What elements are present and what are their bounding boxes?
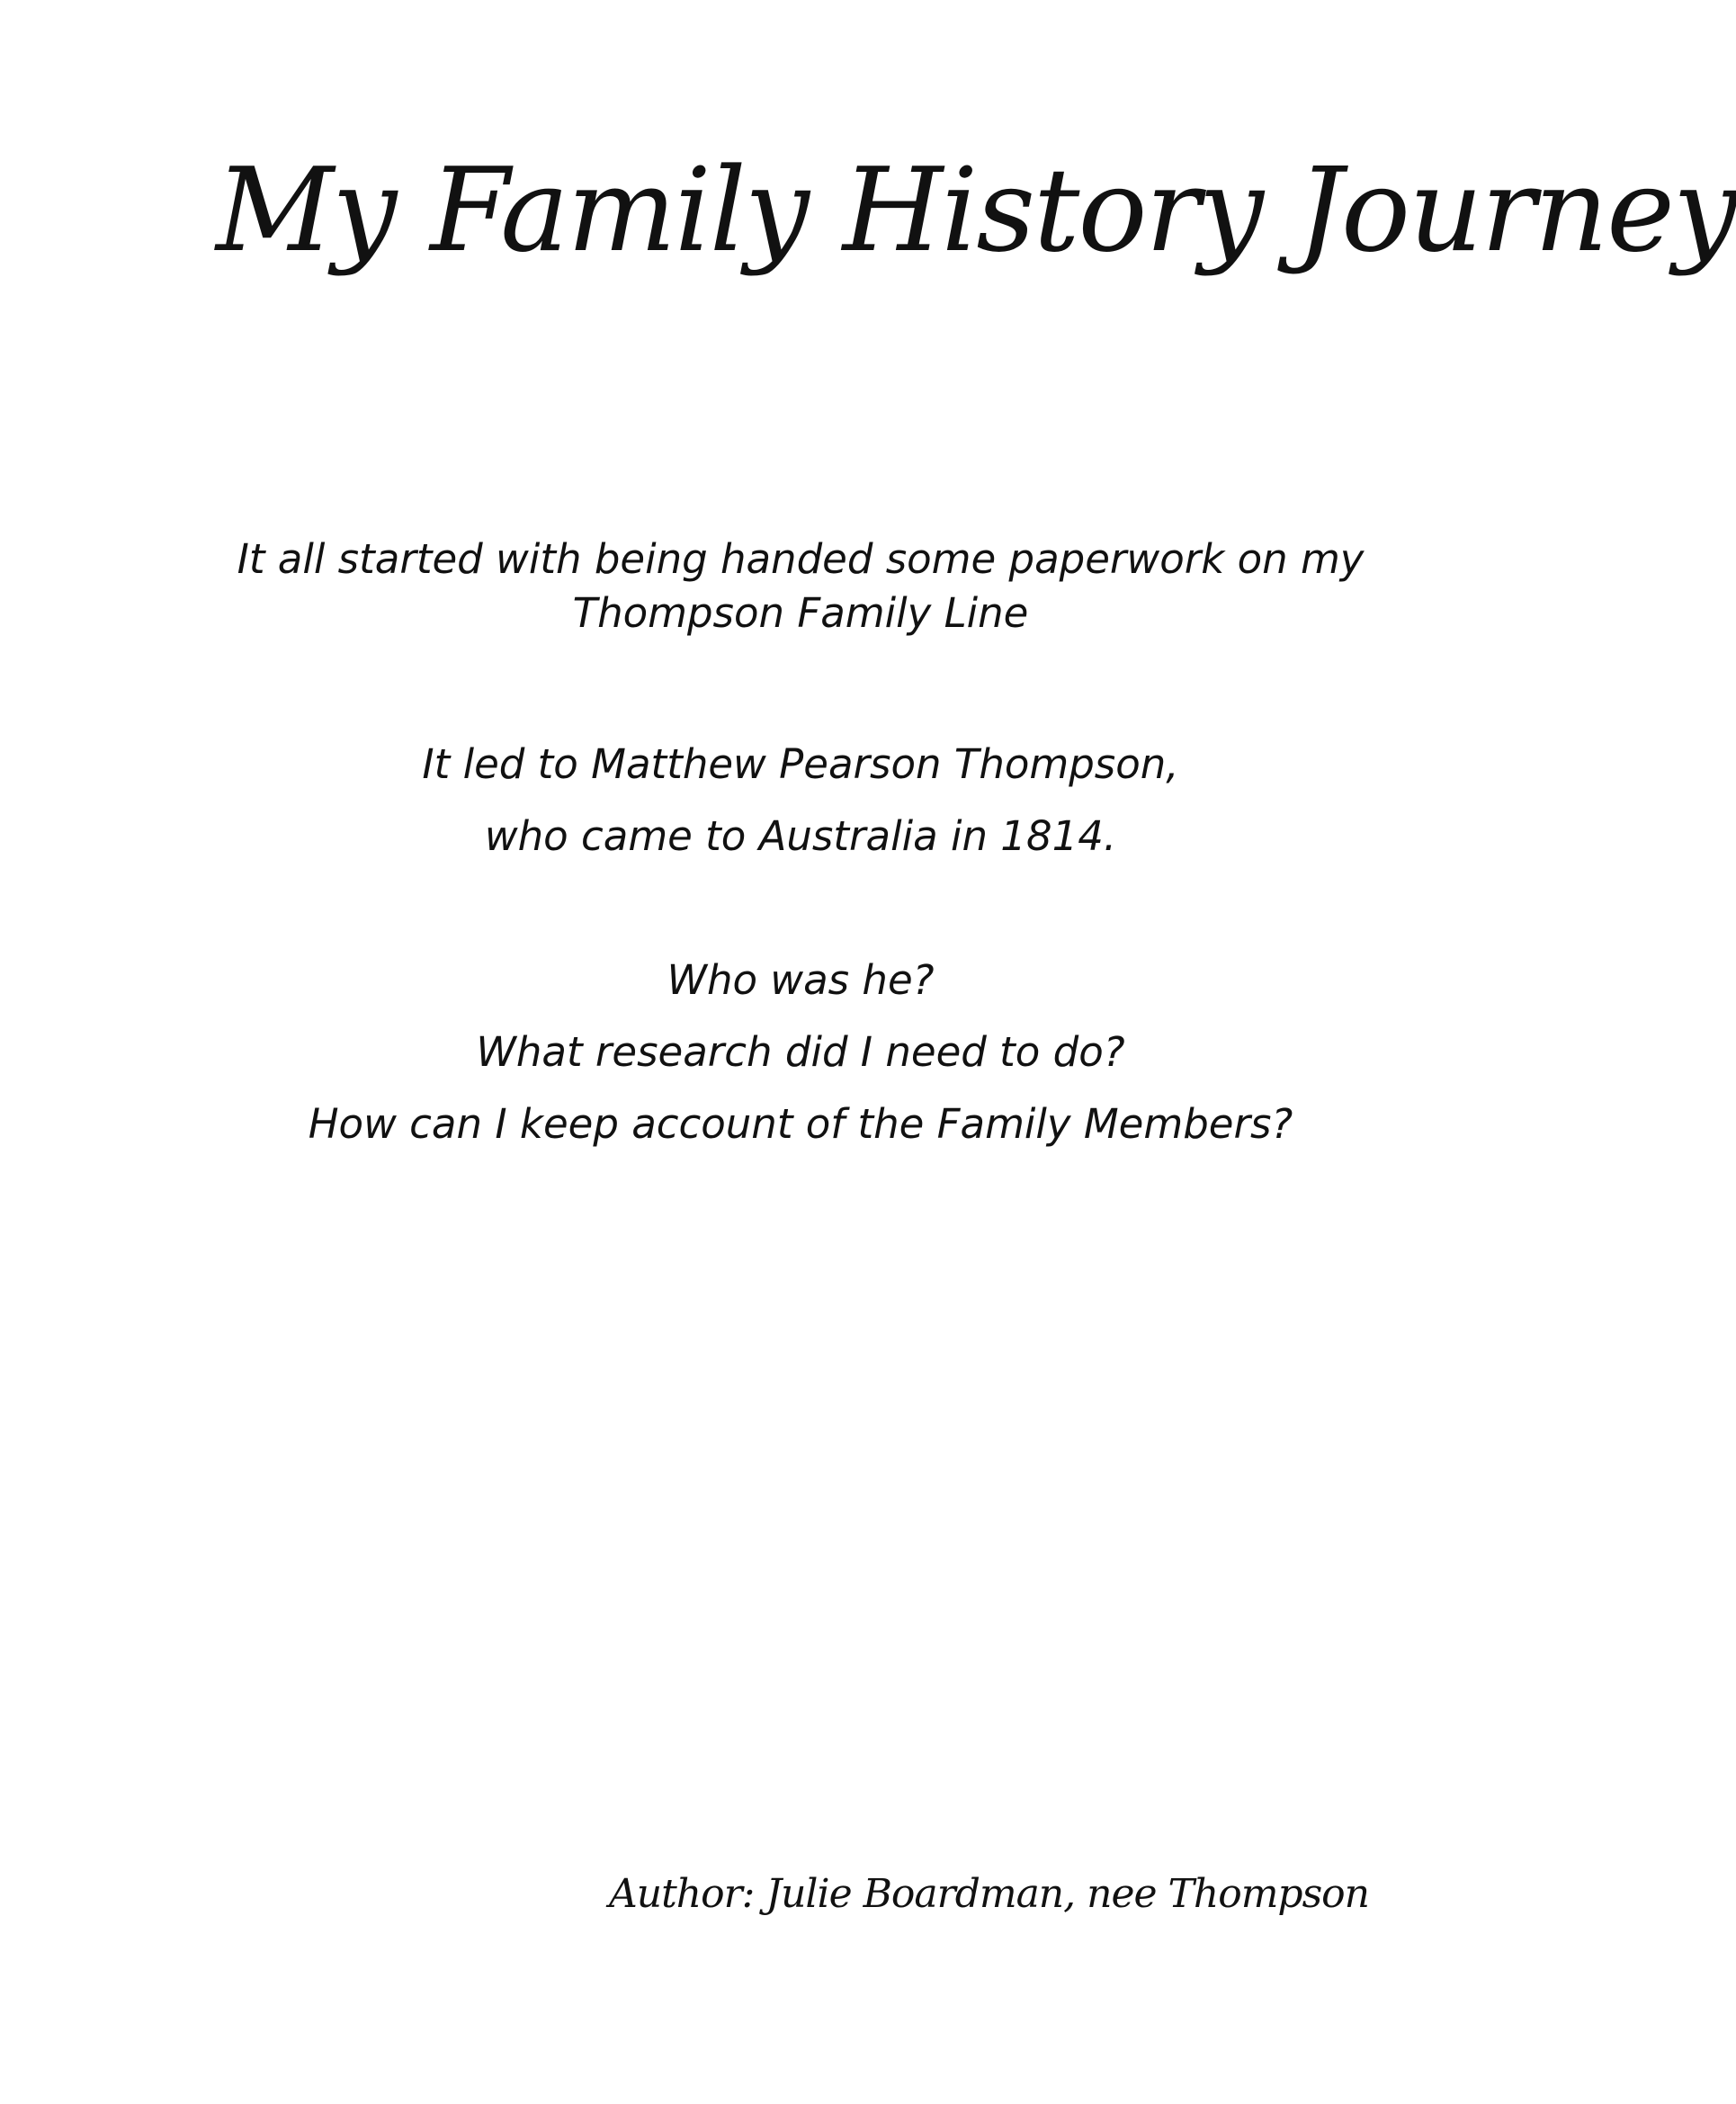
question-line: How can I keep account of the Family Members? bbox=[308, 1100, 1293, 1148]
questions-paragraph bbox=[198, 945, 1403, 1160]
question-line: What research did I need to do? bbox=[476, 1028, 1125, 1076]
intro-line: It all started with being handed some paperwork on my bbox=[237, 535, 1365, 583]
intro-line: Thompson Family Line bbox=[572, 589, 1029, 637]
author-credit: Author: Julie Boardman, nee Thompson bbox=[608, 1871, 1369, 1917]
ancestor-line: It led to Matthew Pearson Thompson, bbox=[422, 740, 1179, 788]
question-line: Who was he? bbox=[667, 956, 935, 1004]
intro-paragraph bbox=[198, 533, 1403, 640]
ancestor-paragraph bbox=[198, 729, 1403, 873]
ancestor-line: who came to Australia in 1814. bbox=[484, 812, 1117, 860]
page-title: My Family History Journey bbox=[216, 144, 1736, 278]
